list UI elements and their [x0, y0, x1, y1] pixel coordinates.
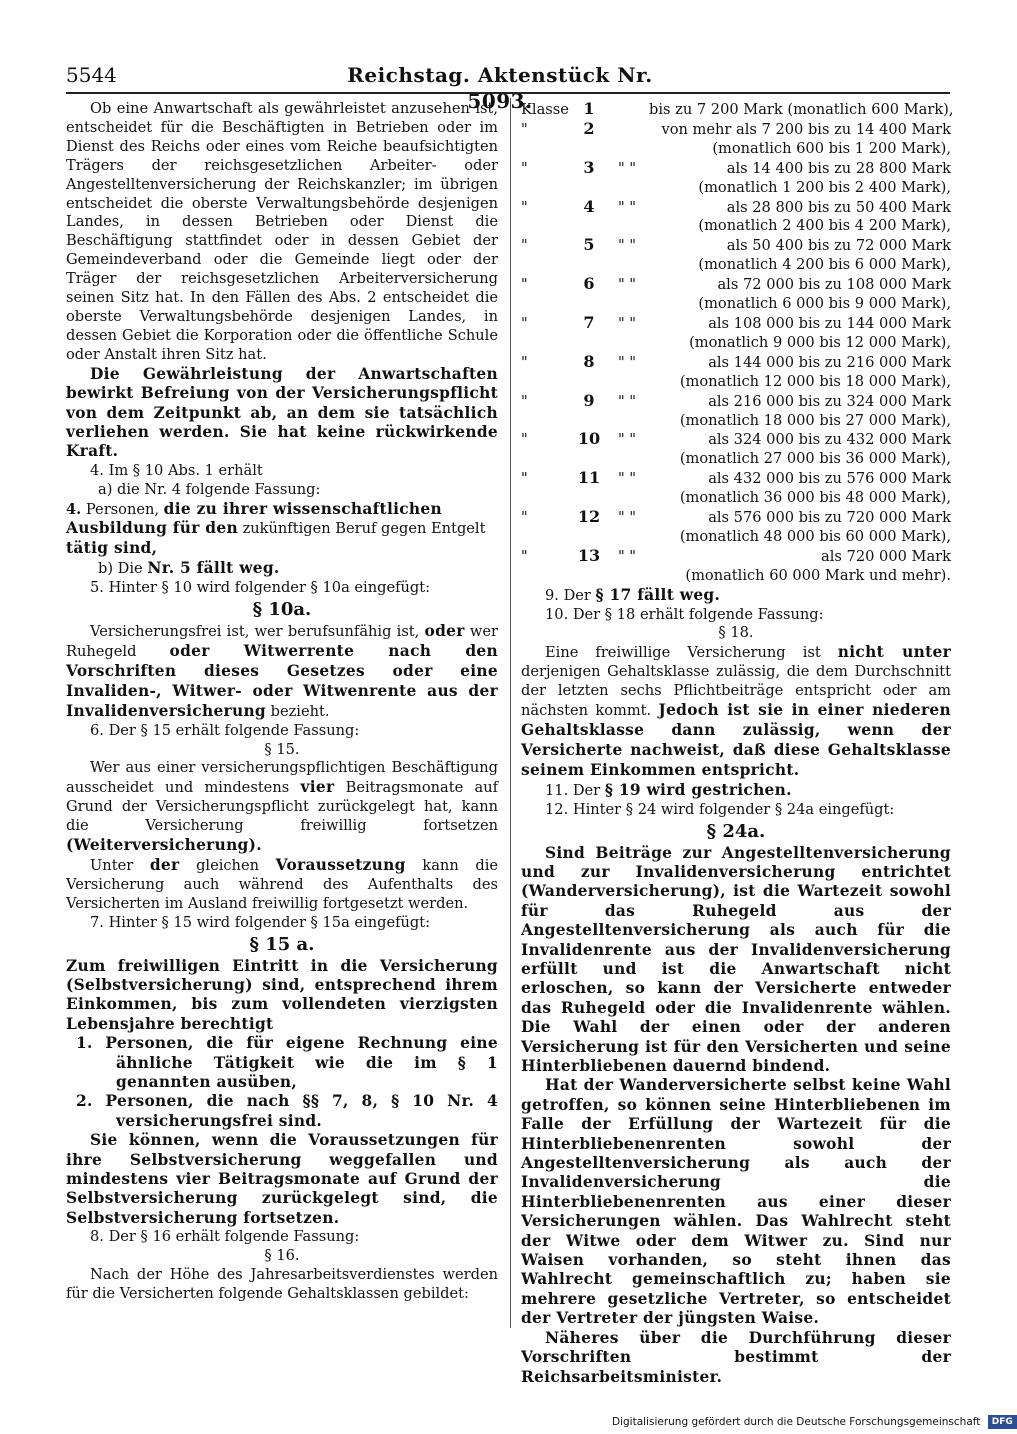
klasse-range: als 72 000 bis zu 108 000 Mark [717, 276, 951, 294]
section-11-prefix: 11. Der [545, 781, 601, 799]
klasse-number: 2 [583, 118, 595, 138]
klasse-row [521, 275, 951, 295]
section-5-intro: 5. Hinter § 10 wird folgender § 10a eingefügt: [90, 579, 431, 597]
section-9-text: § 17 fällt weg. [595, 585, 721, 604]
paragraph-15a-fortsetzung: Sie können, wenn die Voraussetzungen für ihre Selbstversicherung weggefallen und mindestens vier Beitragsmonate auf Grund der Selbstversicherung zurückgelegt sind, die Selbstversicherung fortsetzen. [66, 1131, 498, 1227]
section-6-intro: 6. Der § 15 erhält folgende Fassung: [90, 721, 360, 739]
klasse-number: 12 [577, 507, 601, 527]
klasse-number: 1 [583, 99, 595, 118]
dfg-logo: DFG [988, 1415, 1017, 1429]
section-4-intro: 4. Im § 10 Abs. 1 erhält [90, 461, 263, 479]
klasse-monthly: (monatlich 600 bis 1 200 Mark), [712, 139, 951, 157]
item-text-4: tätig sind, [66, 539, 158, 558]
klasse-number: 8 [583, 351, 595, 371]
p18-part1: Eine freiwillige Versicherung ist [545, 644, 821, 662]
klasse-range: von mehr als 7 200 bis zu 14 400 Mark [661, 120, 951, 138]
p18-part3: derjenigen Gehaltsklasse zulässig, die dem Durchschnitt der letzten sechs Pflichtbeiträge entspricht oder am nächsten kommt. [521, 663, 951, 720]
item-text-2: die zu ihrer wissenschaftlichen Ausbildung für den [66, 499, 442, 538]
klasse-prefix: Klasse [521, 101, 569, 118]
klasse-ditto: " " [617, 314, 637, 332]
klasse-monthly: (monatlich 4 200 bis 6 000 Mark), [698, 256, 951, 274]
klasse-row [521, 430, 951, 450]
gehaltsklassen-list [521, 99, 954, 586]
klasse-prefix: " [521, 198, 528, 216]
paragraph-anwartschaft: Ob eine Anwartschaft als gewährleistet anzusehen ist, entscheidet für die Beschäftigten in Betrieben oder im Dienst des Reichs oder eines vom Reiche beaufsichtigten Trägers der reichsgesetzlichen Arbeiter- oder Angestelltenversicherung der Reichskanzler; im übrigen entscheidet die oberste Verwaltungsbehörde desjenigen Landes, in dessen Betrieben oder Dienst die Beschäftigung stattfindet oder in dessen Gebiet der Gemeindeverband oder die Gemeinde liegt oder der Träger der reichsgesetzlichen Arbeiterversicherung seinen Sitz hat. In den Fällen des Abs. 2 entscheidet die oberste Verwaltungsbehörde desjenigen Landes, in dessen Gebiet die Korporation oder die öffentliche Schule oder Anstalt ihren Sitz hat. [66, 100, 498, 363]
section-9 [521, 586, 951, 606]
section-11 [521, 781, 951, 801]
section-8-intro: 8. Der § 16 erhält folgende Fassung: [90, 1228, 360, 1246]
section-4b-prefix: b) Die [98, 560, 143, 578]
klasse-range: bis zu 7 200 Mark (monatlich 600 Mark), [649, 101, 954, 118]
section-4a-item [66, 500, 498, 560]
klasse-number: 11 [577, 468, 601, 488]
section-4b [66, 559, 498, 579]
klasse-row [521, 353, 951, 373]
klasse-ditto: " " [617, 276, 637, 294]
klasse-prefix: " [521, 470, 528, 488]
p15-part4: (Weiterversicherung). [66, 836, 262, 855]
p10a-part2: oder [424, 622, 465, 641]
klasse-row [521, 314, 951, 334]
p15-part3: Beitragsmonate auf Grund der Versicherungspflicht zurückgelegt hat, kann die Versicherung freiwillig fortsetzen [66, 779, 499, 835]
item-2-number: 2. [76, 1092, 93, 1111]
klasse-row [521, 99, 954, 120]
klasse-monthly: (monatlich 12 000 bis 18 000 Mark), [679, 372, 951, 390]
footer-text: Digitalisierung gefördert durch die Deutsche Forschungsgemeinschaft [612, 1416, 981, 1428]
section-15-heading: § 15. [264, 740, 300, 758]
item-2-text: Personen, die nach §§ 7, 8, § 10 Nr. 4 versicherungsfrei sind. [105, 1092, 498, 1130]
paragraph-18 [521, 643, 951, 780]
section-12-intro: 12. Hinter § 24 wird folgender § 24a eingefügt: [545, 800, 895, 818]
item-number: 4. [66, 500, 82, 518]
klasse-number: 13 [577, 545, 601, 565]
klasse-range: als 144 000 bis zu 216 000 Mark [708, 353, 951, 371]
klasse-number: 3 [583, 157, 595, 177]
klasse-range: als 108 000 bis zu 144 000 Mark [708, 314, 951, 332]
left-column [66, 100, 498, 1304]
p15-part1: Wer aus einer versicherungspflichtigen Beschäftigung ausscheidet und mindestens [66, 759, 498, 797]
klasse-prefix: " [521, 159, 528, 177]
header-rule [66, 92, 950, 94]
running-title: Reichstag. Aktenstück Nr. 5093. [347, 63, 653, 113]
klasse-prefix: " [521, 431, 528, 449]
klasse-prefix: " [521, 353, 528, 371]
klasse-ditto: " " [617, 509, 637, 527]
paragraph-10a [66, 622, 498, 722]
paragraph-16: Nach der Höhe des Jahresarbeitsverdienstes werden für die Versicherten folgende Gehaltsklassen gebildet: [66, 1266, 498, 1302]
klasse-monthly: (monatlich 18 000 bis 27 000 Mark), [679, 411, 951, 429]
klasse-number: 10 [577, 429, 601, 449]
p10a-part4: oder Witwerrente nach den Vorschriften dieses Gesetzes oder eine Invaliden-, Witwer- oder Witwenrente aus der Invalidenversicherung [66, 641, 498, 720]
p10a-part5: bezieht. [270, 702, 330, 720]
klasse-prefix: " [521, 237, 528, 255]
klasse-monthly: (monatlich 9 000 bis 12 000 Mark), [689, 333, 951, 351]
item-text-3: zukünftigen Beruf gegen Entgelt [242, 520, 486, 538]
klasse-prefix: " [521, 120, 528, 138]
section-10a-heading: § 10a. [252, 599, 312, 621]
item-text-1: Personen, [85, 500, 160, 518]
klasse-ditto: " " [617, 159, 637, 177]
klasse-number: 9 [583, 390, 595, 410]
klasse-ditto: " " [617, 198, 637, 216]
klasse-number: 4 [583, 196, 595, 216]
p18-part2: nicht unter [837, 643, 951, 662]
section-15a-heading: § 15 a. [249, 933, 315, 955]
section-4a: a) die Nr. 4 folgende Fassung: [98, 480, 321, 498]
column-divider [510, 98, 511, 1328]
klasse-prefix: " [521, 509, 528, 527]
klasse-ditto: " " [617, 392, 637, 410]
klasse-prefix: " [521, 314, 528, 332]
klasse-monthly: (monatlich 60 000 Mark und mehr). [685, 566, 951, 584]
klasse-row [521, 159, 951, 179]
klasse-row [521, 392, 951, 412]
paragraph-15a: Zum freiwilligen Eintritt in die Versicherung (Selbstversicherung) sind, entsprechend ihrem Einkommen, bis zum vollendeten vierzigsten Lebensjahre berechtigt [66, 956, 498, 1033]
klasse-monthly: (monatlich 2 400 bis 4 200 Mark), [698, 217, 951, 235]
p15b-part3: gleichen [196, 856, 259, 874]
section-9-prefix: 9. Der [545, 586, 591, 604]
section-10-intro: 10. Der § 18 erhält folgende Fassung: [545, 605, 824, 623]
klasse-monthly: (monatlich 27 000 bis 36 000 Mark), [679, 450, 951, 468]
paragraph-15a-item-1 [66, 1034, 498, 1092]
paragraph-gewaehrleistung: Die Gewährleistung der Anwartschaften bewirkt Befreiung von der Versicherungspflicht von dem Zeitpunkt ab, an dem sie tatsächlich verliehen werden. Sie hat keine rückwirkende Kraft. [66, 364, 498, 461]
section-24a-heading: § 24a. [706, 820, 766, 842]
section-18-heading: § 18. [718, 624, 754, 642]
klasse-number: 5 [583, 235, 595, 255]
paragraph-15 [66, 759, 498, 856]
p15b-part1: Unter [90, 856, 134, 874]
paragraph-15b [66, 856, 498, 914]
p15b-part2: der [149, 855, 180, 874]
klasse-range: als 216 000 bis zu 324 000 Mark [708, 392, 951, 410]
p15b-part5: kann die Versicherung auch während des Aufenthalts des Versicherten im Ausland freiwillig fortgesetzt werden. [66, 856, 499, 912]
p10a-part1: Versicherungsfrei ist, wer berufsunfähig ist, [90, 623, 420, 641]
klasse-range: als 50 400 bis zu 72 000 Mark [726, 237, 951, 255]
klasse-range: als 14 400 bis zu 28 800 Mark [726, 159, 951, 177]
klasse-prefix: " [521, 392, 528, 410]
p10a-part3: wer Ruhegeld [66, 623, 498, 660]
klasse-range: als 576 000 bis zu 720 000 Mark [708, 509, 951, 527]
klasse-row [521, 236, 951, 256]
p15b-part4: Voraussetzung [275, 855, 406, 874]
paragraph-24a-3: Näheres über die Durchführung dieser Vorschriften bestimmt der Reichsarbeitsminister. [521, 1328, 951, 1386]
section-7-intro: 7. Hinter § 15 wird folgender § 15a eingefügt: [90, 913, 431, 931]
klasse-row [521, 120, 951, 140]
item-1-number: 1. [76, 1034, 93, 1053]
klasse-range: als 324 000 bis zu 432 000 Mark [708, 431, 951, 449]
section-16-heading: § 16. [264, 1247, 300, 1265]
section-4b-text: Nr. 5 fällt weg. [147, 559, 280, 578]
klasse-row [521, 469, 951, 489]
klasse-row [521, 508, 951, 528]
klasse-prefix: " [521, 547, 528, 565]
klasse-monthly: (monatlich 1 200 bis 2 400 Mark), [698, 178, 951, 196]
klasse-monthly: (monatlich 36 000 bis 48 000 Mark), [679, 489, 951, 507]
item-1-text: Personen, die für eigene Rechnung eine ähnliche Tätigkeit wie die im § 1 genannten ausüben, [105, 1034, 498, 1091]
klasse-row [521, 547, 951, 567]
paragraph-24a-1: Sind Beiträge zur Angestelltenversicherung und zur Invalidenversicherung entrichtet (Wanderversicherung), ist die Wartezeit sowohl für das Ruhegeld aus der Angestelltenversicherung als auch für die Invalidenrente aus der Invalidenversicherung erfüllt und ist die Anwartschaft nicht erloschen, so kann der Versicherte entweder das Ruhegeld oder die Invalidenrente wählen. Die Wahl der einen oder der anderen Versicherung ist für den Versicherten und seine Hinterbliebenen dauernd bindend. [521, 843, 951, 1075]
klasse-ditto: " " [617, 237, 637, 255]
paragraph-15a-item-2 [66, 1092, 498, 1131]
klasse-ditto: " " [617, 431, 637, 449]
klasse-ditto: " " [617, 353, 637, 371]
p18-part4: Jedoch ist sie in einer niederen Gehaltsklasse dann zulässig, wenn der Versicherte nachweist, daß diese Gehaltsklasse seinem Einkommen entspricht. [521, 701, 952, 779]
page-number: 5544 [66, 63, 117, 87]
p15-part2: vier [300, 778, 335, 797]
klasse-prefix: " [521, 276, 528, 294]
digitization-credit [612, 1414, 1013, 1430]
klasse-ditto: " " [617, 470, 637, 488]
klasse-range: als 432 000 bis zu 576 000 Mark [708, 470, 951, 488]
klasse-monthly: (monatlich 48 000 bis 60 000 Mark), [679, 527, 951, 545]
paragraph-24a-2: Hat der Wanderversicherte selbst keine Wahl getroffen, so können seine Hinterbliebenen im Falle der Erfüllung der Wartezeit für die Hinterbliebenenrenten sowohl der Angestelltenversicherung als auch der Invalidenversicherung die Hinterbliebenenrenten aus einer dieser Versicherungen wählen. Das Wahlrecht steht der Witwe oder dem Witwer zu. Sind nur Waisen vorhanden, so steht ihnen das Wahlrecht gemeinschaftlich zu; haben sie mehrere gesetzliche Vertreter, so entscheidet der Vertreter der jüngsten Waise. [521, 1076, 951, 1328]
section-11-text: § 19 wird gestrichen. [604, 780, 792, 799]
klasse-row [521, 198, 951, 218]
klasse-ditto: " " [617, 547, 637, 565]
klasse-range: als 28 800 bis zu 50 400 Mark [726, 198, 951, 216]
right-column [521, 99, 954, 1387]
klasse-number: 6 [583, 274, 595, 294]
klasse-monthly: (monatlich 6 000 bis 9 000 Mark), [698, 295, 951, 313]
klasse-number: 7 [583, 312, 595, 332]
klasse-range: als 720 000 Mark [821, 547, 951, 565]
